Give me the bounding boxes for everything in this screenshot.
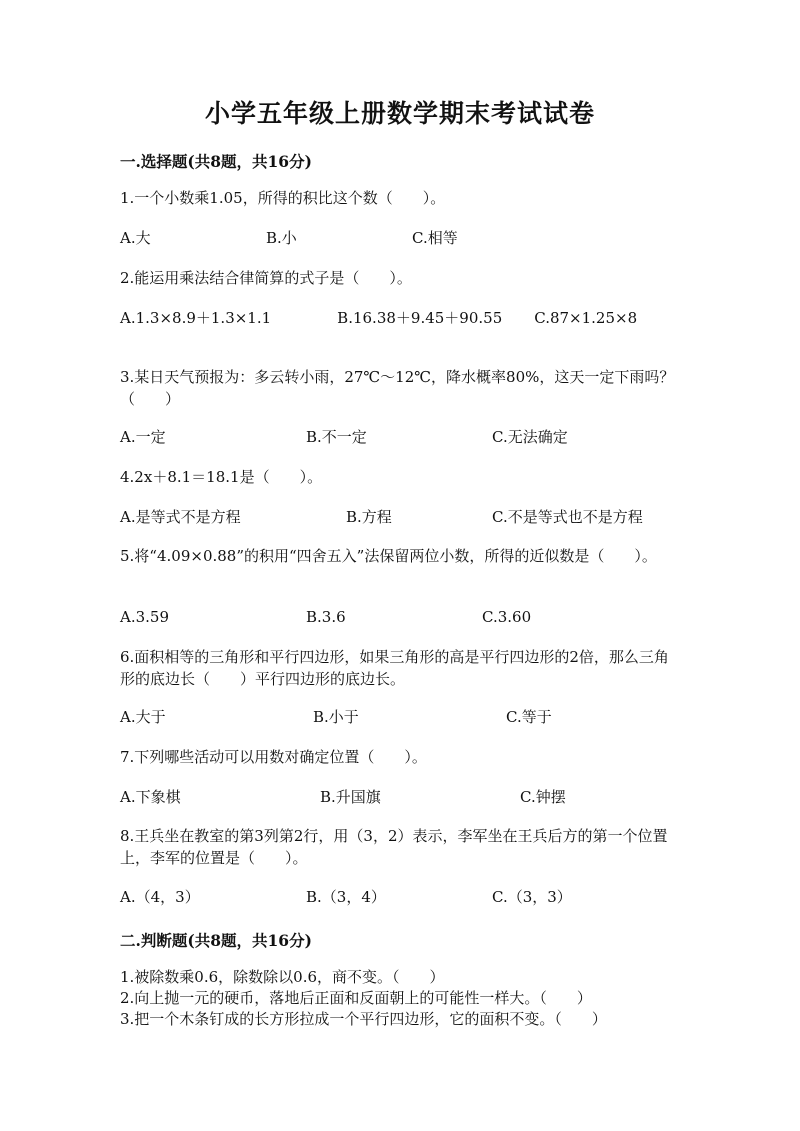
question-7: 7.下列哪些活动可以用数对确定位置（ ）。 — [120, 748, 427, 766]
question-5: 5.将“4.09×0.88”的积用“四舍五入”法保留两位小数，所得的近似数是（ ）。 — [120, 547, 657, 565]
judgment-item-2: 2.向上抛一元的硬币，落地后正面和反面朝上的可能性一样大。（ ） — [120, 989, 592, 1007]
option-b: B.（3，4） — [306, 888, 386, 906]
page-title: 小学五年级上册数学期末考试试卷 — [204, 99, 595, 128]
question-1: 1.一个小数乘1.05，所得的积比这个数（ ）。 — [120, 189, 446, 207]
question-8: 8.王兵坐在教室的第3列第2行，用（3，2）表示，李军坐在王兵后方的第一个位置上，李军的位置是（ ）。 — [120, 827, 668, 867]
option-a: A.一定 — [120, 428, 166, 446]
option-a: A.（4，3） — [120, 888, 200, 906]
options-2 — [120, 307, 680, 329]
question-2: 2.能运用乘法结合律简算的式子是（ ）。 — [120, 269, 412, 287]
option-c: C.不是等式也不是方程 — [492, 508, 643, 526]
section-heading-judgment: 二.判断题(共8题，共16分) — [120, 931, 312, 950]
question-3: 3.某日天气预报为：多云转小雨，27℃～12℃，降水概率80%，这天一定下雨吗？（ ） — [120, 368, 675, 408]
section-heading-choice: 一.选择题(共8题，共16分) — [120, 152, 312, 171]
option-c: C.3.60 — [482, 608, 532, 626]
option-a: A.大于 — [120, 708, 166, 726]
option-b: B.3.6 — [306, 608, 346, 626]
options-6 — [120, 706, 700, 728]
option-c: C.相等 — [412, 229, 458, 247]
option-c: C.无法确定 — [492, 428, 568, 446]
option-c: C.等于 — [506, 708, 552, 726]
option-b: B.小 — [266, 229, 297, 247]
option-b: B.方程 — [346, 508, 392, 526]
question-4: 4.2x＋8.1＝18.1是（ ）。 — [120, 468, 323, 486]
option-a: A.大 — [120, 229, 151, 247]
option-b: B.不一定 — [306, 428, 367, 446]
option-c: C.（3，3） — [492, 888, 572, 906]
options-3 — [120, 426, 700, 448]
option-c: C.87×1.25×8 — [534, 309, 638, 327]
judgment-item-3: 3.把一个木条钉成的长方形拉成一个平行四边形，它的面积不变。（ ） — [120, 1010, 607, 1028]
option-a: A.1.3×8.9＋1.3×1.1 — [120, 309, 272, 327]
option-a: A.是等式不是方程 — [120, 508, 241, 526]
options-8 — [120, 886, 700, 908]
option-a: A.3.59 — [120, 608, 169, 626]
option-b: B.小于 — [313, 708, 359, 726]
options-7 — [120, 786, 700, 808]
question-6: 6.面积相等的三角形和平行四边形，如果三角形的高是平行四边形的2倍，那么三角形的底边长（ ）平行四边形的底边长。 — [120, 648, 669, 688]
option-b: B.升国旗 — [320, 788, 381, 806]
options-1 — [120, 227, 700, 249]
options-4 — [120, 506, 700, 528]
judgment-item-1: 1.被除数乘0.6，除数除以0.6，商不变。（ ） — [120, 968, 445, 986]
option-a: A.下象棋 — [120, 788, 181, 806]
options-5 — [120, 606, 700, 628]
option-c: C.钟摆 — [520, 788, 566, 806]
option-b: B.16.38＋9.45＋90.55 — [337, 309, 503, 327]
